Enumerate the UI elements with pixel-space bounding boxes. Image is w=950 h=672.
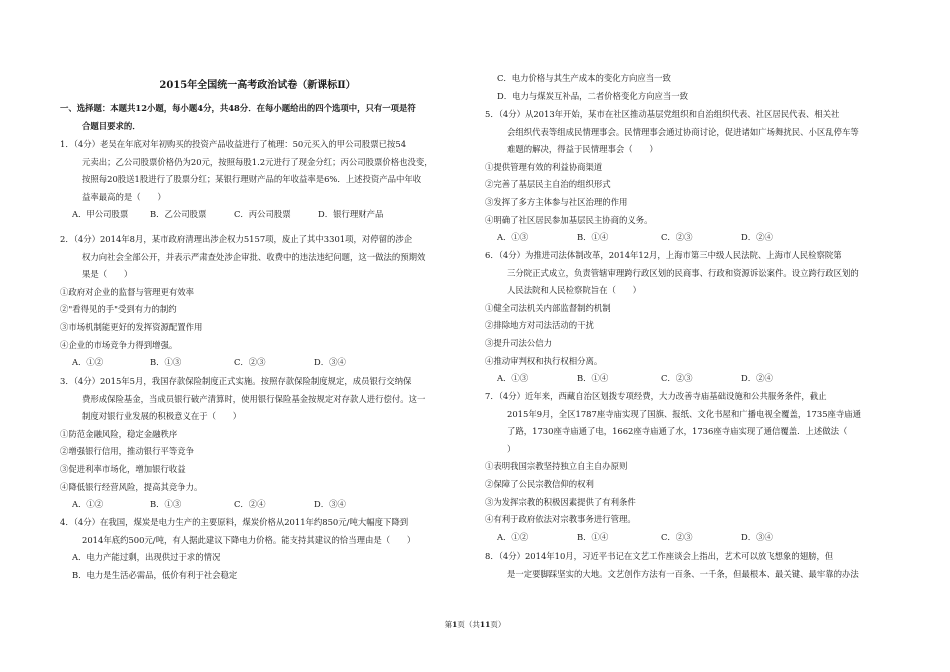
option-a[interactable]: A．①②	[72, 499, 104, 510]
option-d[interactable]: D．②④	[741, 373, 773, 384]
option-d[interactable]: D．③④	[314, 499, 346, 510]
option-c[interactable]: C．电力价格与其生产成本的变化方向应当一致	[497, 73, 671, 83]
option-a[interactable]: A．①②	[497, 531, 529, 542]
option-c[interactable]: C．②④	[234, 499, 266, 510]
question-6: 6．（4分）为推进司法体制改革，2014年12月，上海市第三中级人民法院、上海市人民检察院第 三分院正式成立，负责管辖审理跨行政区划的民商事、行政和资源诉讼案件。设立跨行政区划的 人民法院和人民检察院旨在（ ） ①健全司法机关内部监督制约机制 ②排除地方对司法活动的干扰 ③提升司法公信力 ④推动审判权和执行权相分离。 A．①③ B．①④ C．②③ D．②④	[485, 247, 885, 388]
option-b[interactable]: B．①④	[577, 531, 609, 542]
question-5: 5．（4分）从2013年开始，某市在社区推动基层党组织和自治组织代表、社区居民代表、相关社 会组织代表等组成民情理事会。民情理事会通过协商讨论，促进诸如广场舞扰民、小区乱停车等 难题的解决，得益于民情理事会（ ） ①提供管理有效的利益协商渠道 ②完善了基层民主自治的组织形式 ③发挥了多方主体参与社区治理的作用 ④明确了社区居民参加基层民主协商的义务。 A．①③ B．①④ C．②③ D．②④	[485, 106, 885, 247]
option-b[interactable]: B．①③	[150, 499, 182, 510]
question-3-options	[60, 496, 455, 514]
question-4-continued	[485, 70, 885, 105]
option-a[interactable]: A．电力产能过剩，出现供过于求的情况	[72, 552, 221, 563]
option-b[interactable]: B．电力是生活必需品，低价有利于社会稳定	[72, 569, 238, 580]
option-a[interactable]: A．①③	[497, 373, 529, 384]
option-d[interactable]: D．③④	[741, 531, 773, 542]
option-b[interactable]: B．①④	[577, 373, 609, 384]
option-d[interactable]: D．③④	[314, 357, 346, 368]
page-footer: 第1页（共11页）	[444, 620, 506, 629]
question-1: 1．（4分）老吴在年底对年初购买的投资产品收益进行了梳理：50元买入的甲公司股票已按54 元卖出；乙公司股票价格仍为20元，按照每股1.2元进行了现金分红；丙公司股票价格也没变， 按照每20股送1股进行了股票分红；某银行理财产品的年收益率是6%．上述投资产品中年收 益率最高的是（ ） A．甲公司股票 B．乙公司股票 C．丙公司股票 D．银行理财产品	[60, 136, 455, 224]
option-b[interactable]: B．乙公司股票	[150, 209, 207, 220]
option-c[interactable]: C．②③	[661, 373, 693, 384]
question-6-options	[485, 370, 885, 388]
option-a[interactable]: A．①②	[72, 357, 104, 368]
question-4: 4．（4分）在我国，煤炭是电力生产的主要原料，煤炭价格从2011年约850元/吨大幅度下降到 2014年底约500元/吨，有人据此建议下降电力价格。能支持其建议的恰当理由是（ ） A．电力产能过剩，出现供过于求的情况 B．电力是生活必需品，低价有利于社会稳定	[60, 514, 455, 584]
option-b[interactable]: B．①③	[150, 357, 182, 368]
page-total: 11	[479, 620, 491, 629]
question-7-options	[485, 529, 885, 547]
option-d[interactable]: D．②④	[741, 232, 773, 243]
question-2: 2．（4分）2014年8月，某市政府清理出涉企权力5157项，废止了其中3301项，对停留的涉企 权力向社会全部公开，并表示严肃查处涉企审批、收费中的违法违纪问题，这一做法的预期效 果是（ ） ①政府对企业的监督与管理更有效率 ②"看得见的手"受到有力的制约 ③市场机制能更好的发挥资源配置作用 ④企业的市场竞争力得到增强。 A．①② B．①③ C．②③ D．③④	[60, 231, 455, 372]
question-8: 8．（4分）2014年10月，习近平书记在文艺工作座谈会上指出，艺术可以放飞想象的翅膀，但 是一定要脚踩坚实的大地。文艺创作方法有一百条、一千条，但最根本、最关键、最牢靠的办法	[485, 551, 859, 579]
option-c[interactable]: C．②③	[661, 232, 693, 243]
option-b[interactable]: B．①④	[577, 232, 609, 243]
section-heading: 一、选择题：本题共12小题，每小题4分，共48分．在每小题给出的四个选项中，只有一项是符 合题目要求的．	[60, 103, 416, 131]
option-a[interactable]: A．①③	[497, 232, 529, 243]
page-title: 2015年全国统一高考政治试卷（新课标Ⅱ）	[159, 80, 356, 91]
page-number: 1	[452, 620, 458, 629]
option-a[interactable]: A．甲公司股票	[72, 209, 129, 220]
question-7: 7．（4分）近年来，西藏自治区划拨专项经费，大力改善寺庙基础设施和公共服务条件，截止 2015年9月，全区1787座寺庙实现了国旗、报纸、文化书屋和广播电视全覆盖，1735座寺庙通 了路，1730座寺庙通了电，1662座寺庙通了水，1736座寺庙实现了通信覆盖．上述做法（ ） ①表明我国宗教坚持独立自主自办原则 ②保障了公民宗教信仰的权利 ③为发挥宗教的积极因素提供了有利条件 ④有利于政府依法对宗教事务进行管理。 A．①② B．①④ C．②③ D．③④	[485, 388, 885, 546]
question-5-options	[485, 229, 885, 247]
question-1-options	[60, 206, 455, 224]
option-c[interactable]: C．丙公司股票	[234, 209, 291, 220]
question-3: 3．（4分）2015年5月，我国存款保险制度正式实施。按照存款保险制度规定，成员银行交纳保 费形成保险基金，当成员银行破产清算时，使用银行保险基金按规定对存款人进行偿付。这一 制度对银行业发展的积极意义在于（ ） ①防范金融风险，稳定金融秩序 ②增强银行信用，推动银行平等竞争 ③促进利率市场化，增加银行收益 ④降低银行经营风险，提高其竞争力。 A．①② B．①③ C．②④ D．③④	[60, 373, 455, 514]
option-d[interactable]: D．电力与煤炭互补品，二者价格变化方向应当一致	[497, 90, 688, 101]
question-2-options	[60, 354, 455, 372]
option-c[interactable]: C．②③	[234, 357, 266, 368]
option-c[interactable]: C．②③	[661, 531, 693, 542]
option-d[interactable]: D．银行理财产品	[318, 209, 384, 220]
